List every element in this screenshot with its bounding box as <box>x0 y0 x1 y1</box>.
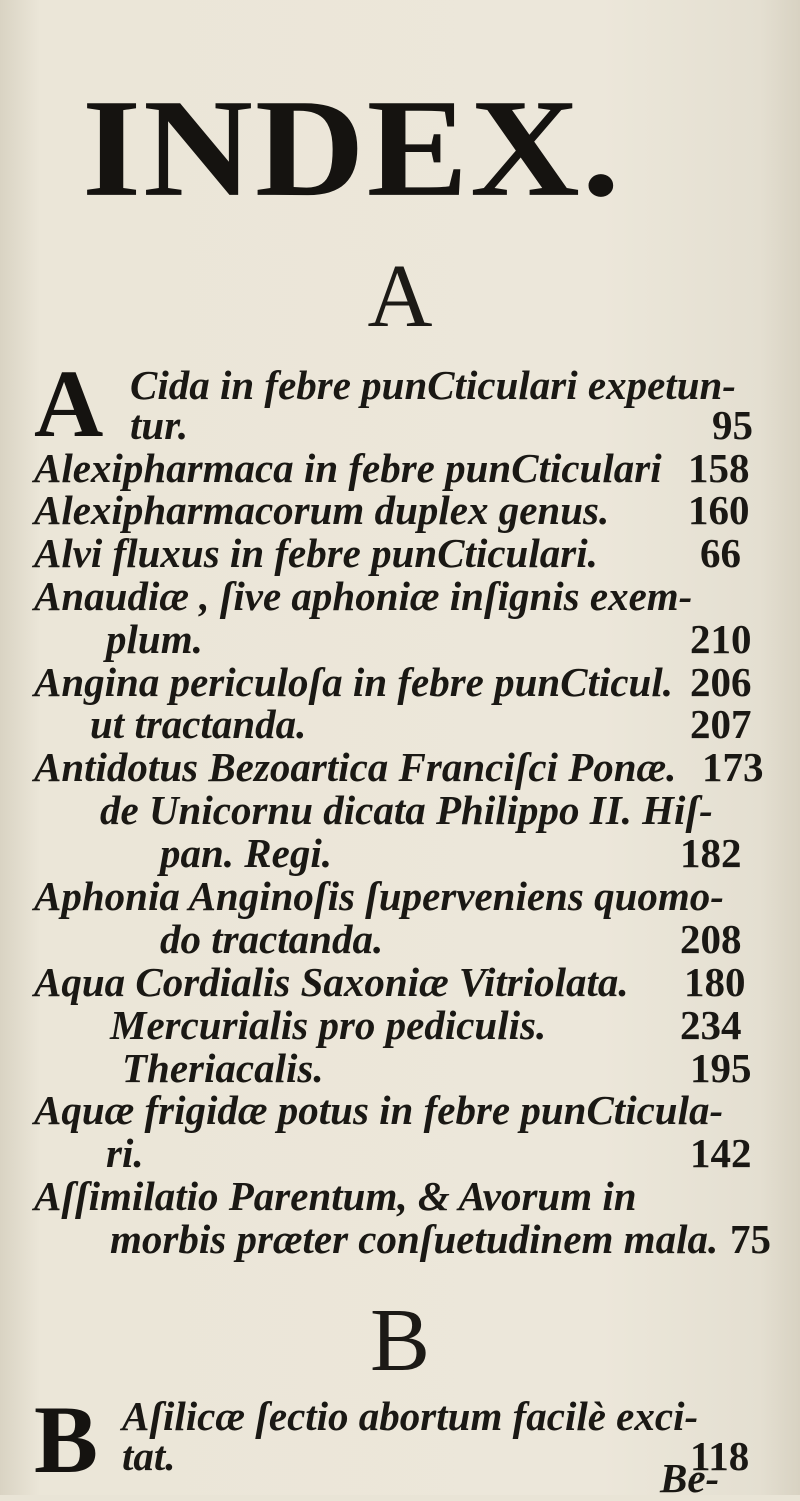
page-title: INDEX. <box>82 70 622 226</box>
entry-page: 180 <box>684 959 746 1005</box>
entry-page: 160 <box>688 487 750 533</box>
entry-text: tat. <box>122 1433 176 1479</box>
entry-text: ut tractanda. <box>90 701 307 747</box>
entry-text: tur. <box>130 402 189 448</box>
entry-text: plum. <box>106 616 203 662</box>
entry-text: Aſilicæ ſectio abortum facilè exci- <box>122 1393 699 1439</box>
section-letter-a: A <box>367 247 433 346</box>
entry-text: Cida in febre punCticulari expetun- <box>130 362 736 408</box>
catchword: Be- <box>660 1455 720 1501</box>
entry-text: ri. <box>106 1130 144 1176</box>
entry-text: Aquæ frigidæ potus in febre punCticula- <box>34 1087 724 1133</box>
entry-text: Alvi fluxus in febre punCticulari. <box>34 530 598 576</box>
entry-page: 158 <box>688 445 750 491</box>
entry-text: Aſſimilatio Parentum, & Avorum in <box>34 1173 637 1219</box>
dropcap-a: A <box>34 350 104 457</box>
entry-page: 206 <box>690 659 752 705</box>
entry-text: pan. Regi. <box>160 830 332 876</box>
entry-text: de Unicornu dicata Philippo II. Hiſ- <box>100 787 713 833</box>
entry-page: 234 <box>680 1002 742 1048</box>
entry-page: 75 <box>730 1216 771 1262</box>
entry-page: 173 <box>702 744 764 790</box>
entry-text: Alexipharmacorum duplex genus. <box>34 487 610 533</box>
entry-page: 195 <box>690 1045 752 1091</box>
entry-text: morbis præter conſuetudinem mala. <box>110 1216 719 1262</box>
entry-page: 66 <box>700 530 741 576</box>
entry-text: Theriacalis. <box>122 1045 324 1091</box>
entry-text: Alexipharmaca in febre punCticulari <box>34 445 662 491</box>
entry-text: do tractanda. <box>160 916 384 962</box>
section-letter-b: B <box>369 1291 431 1390</box>
entry-text: Aqua Cordialis Saxoniæ Vitriolata. <box>34 959 629 1005</box>
entry-text: Antidotus Bezoartica Franciſci Ponæ. <box>34 744 677 790</box>
entry-page: 210 <box>690 616 752 662</box>
entry-text: Anaudiæ , ſive aphoniæ inſignis exem- <box>34 573 693 619</box>
entry-page: 182 <box>680 830 742 876</box>
entry-page: 208 <box>680 916 742 962</box>
entry-text: Aphonia Anginoſis ſuperveniens quomo- <box>34 873 724 919</box>
dropcap-b: B <box>34 1386 99 1493</box>
entry-text: Angina periculoſa in febre punCticul. <box>34 659 674 705</box>
entry-page: 207 <box>690 701 752 747</box>
entry-page: 95 <box>712 402 753 448</box>
entry-page: 142 <box>690 1130 752 1176</box>
entry-page: 118 <box>690 1433 750 1479</box>
entry-text: Mercurialis pro pediculis. <box>110 1002 547 1048</box>
